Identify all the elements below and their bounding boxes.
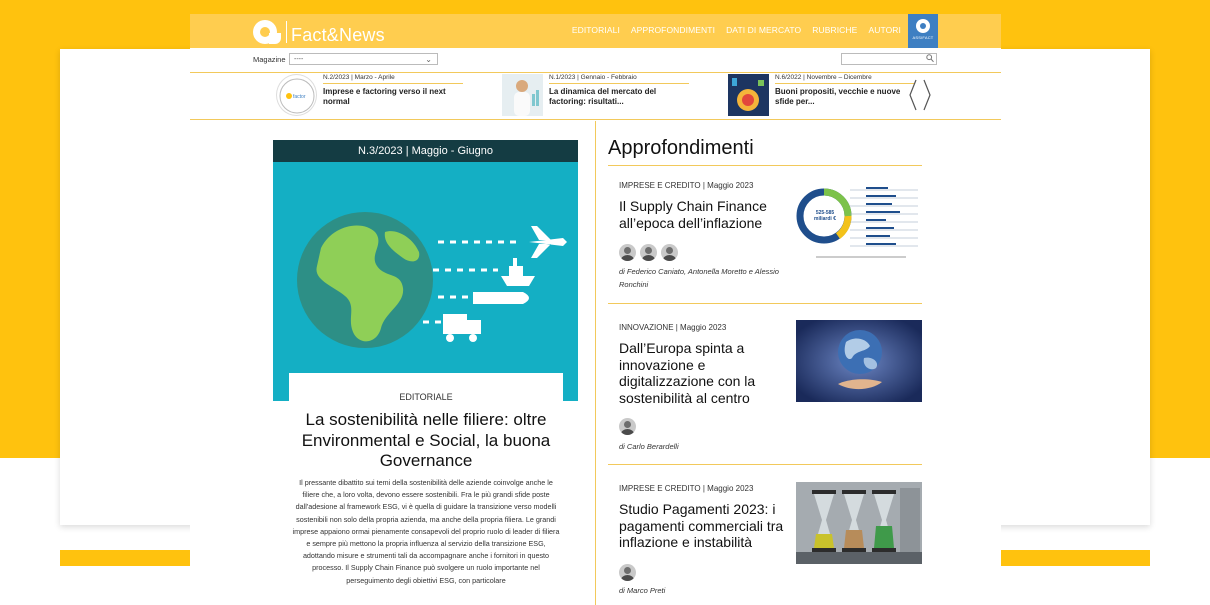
- website-page: [190, 14, 1001, 605]
- article-authors: di Carlo Berardelli: [619, 442, 679, 451]
- issue-title[interactable]: Buoni propositi, vecchie e nuove sfide per...: [775, 87, 901, 106]
- feature-issue-band: N.3/2023 | Maggio - Giugno: [273, 140, 578, 162]
- issue-item[interactable]: [502, 74, 689, 116]
- author-avatars: [619, 418, 636, 435]
- issue-title[interactable]: Imprese e factoring verso il next normal: [323, 87, 446, 106]
- author-avatars: [619, 244, 678, 261]
- article-authors: di Marco Preti: [619, 586, 666, 595]
- article-thumbnail-globe[interactable]: [796, 320, 922, 402]
- search-icon: [926, 54, 934, 65]
- feature-title[interactable]: La sostenibilità nelle filiere: oltre Environmental e Social, la buona Governance: [301, 410, 551, 470]
- feature-illustration[interactable]: [273, 162, 578, 401]
- divider: [608, 464, 922, 465]
- assifact-logo[interactable]: [908, 14, 938, 48]
- feature-body-text: Il pressante dibattito sui temi della sostenibilità delle aziende coinvolge anche le filiere che, a loro volta, devono essere sostenibili. Fra le più grandi sfide poste dall'adesione al framework ESG, vi è quella di guidare la transizione verso modelli sostenibili non solo della propria azienda, ma anche della propria filiera. Le grandi imprese appaiono ormai pienamente consapevoli del proprio ruolo di leader di filiera e sempre più mettono la propria influenza al servizio della transizione ESG, adottando misure e strumenti tali da accompagnare anche i fornitori in questo processo. Il Supply Chain Finance può svolgere un ruolo importante nel perseguimento degli obiettivi ESG, con particolare: [292, 478, 560, 585]
- issue-number: N.6/2022 | Novembre – Dicembre: [775, 74, 915, 84]
- article-thumbnail-hourglasses[interactable]: [796, 482, 922, 564]
- article-authors: di Federico Caniato, Antonella Moretto e Alessio Ronchini: [619, 267, 779, 289]
- issue-cover-thumbnail: [728, 74, 769, 116]
- search-input[interactable]: [841, 53, 937, 65]
- issue-number: N.1/2023 | Gennaio - Febbraio: [549, 74, 689, 84]
- avatar: [619, 564, 636, 581]
- assifact-mark-icon: [916, 19, 930, 33]
- nav-dati-di-mercato[interactable]: DATI DI MERCATO: [726, 25, 802, 35]
- divider: [608, 303, 922, 304]
- article-title[interactable]: Studio Pagamenti 2023: i pagamenti commerciali tra inflazione e instabilità: [619, 501, 784, 550]
- issue-item[interactable]: [276, 74, 463, 116]
- nav-editoriali[interactable]: EDITORIALI: [571, 25, 620, 35]
- article-category[interactable]: IMPRESE E CREDITO | Maggio 2023: [619, 181, 754, 190]
- article-title[interactable]: Dall’Europa spinta a innovazione e digitalizzazione con la sostenibilità al centro: [619, 340, 756, 406]
- author-avatars: [619, 564, 636, 581]
- divider: [190, 72, 1001, 73]
- main-nav: [572, 25, 901, 35]
- svg-text:factor: factor: [293, 94, 306, 100]
- issue-item[interactable]: [728, 74, 915, 116]
- section-title[interactable]: Approfondimenti: [608, 137, 754, 159]
- article-title[interactable]: Il Supply Chain Finance all’epoca dell’inflazione: [619, 198, 767, 231]
- avatar: [640, 244, 657, 261]
- avatar: [661, 244, 678, 261]
- site-logo[interactable]: [252, 17, 385, 46]
- chart-center-label: 525-585 miliardi €: [814, 210, 836, 222]
- magazine-selected-value: ----: [294, 56, 304, 63]
- nav-approfondimenti[interactable]: APPROFONDIMENTI: [630, 25, 716, 35]
- article-thumbnail-chart[interactable]: [796, 180, 922, 262]
- assifact-label: ASSIFACT: [912, 35, 934, 40]
- nav-autori[interactable]: AUTORI: [868, 25, 901, 35]
- avatar: [619, 244, 636, 261]
- magazine-select[interactable]: [289, 53, 438, 65]
- article-category[interactable]: INNOVAZIONE | Maggio 2023: [619, 323, 727, 332]
- logo-mark-icon: [252, 19, 284, 45]
- chevron-down-icon: ⌄: [425, 55, 432, 64]
- issue-number: N.2/2023 | Marzo - Aprile: [323, 74, 463, 84]
- divider: [608, 165, 922, 166]
- carousel-prev-arrow-icon[interactable]: [908, 78, 918, 118]
- issue-title[interactable]: La dinamica del mercato del factoring: risultati...: [549, 87, 657, 106]
- divider: [190, 119, 1001, 120]
- issue-cover-thumbnail: [502, 74, 543, 116]
- nav-rubriche[interactable]: RUBRICHE: [812, 25, 858, 35]
- carousel-next-arrow-icon[interactable]: [922, 78, 932, 118]
- avatar: [619, 418, 636, 435]
- article-category[interactable]: IMPRESE E CREDITO | Maggio 2023: [619, 484, 754, 493]
- logo-text: Fact&News: [291, 25, 385, 45]
- site-header: [190, 14, 1001, 48]
- issue-cover-thumbnail: [276, 74, 317, 116]
- feature-category[interactable]: EDITORIALE: [399, 392, 453, 402]
- column-divider: [595, 121, 596, 605]
- magazine-label: Magazine: [253, 55, 286, 64]
